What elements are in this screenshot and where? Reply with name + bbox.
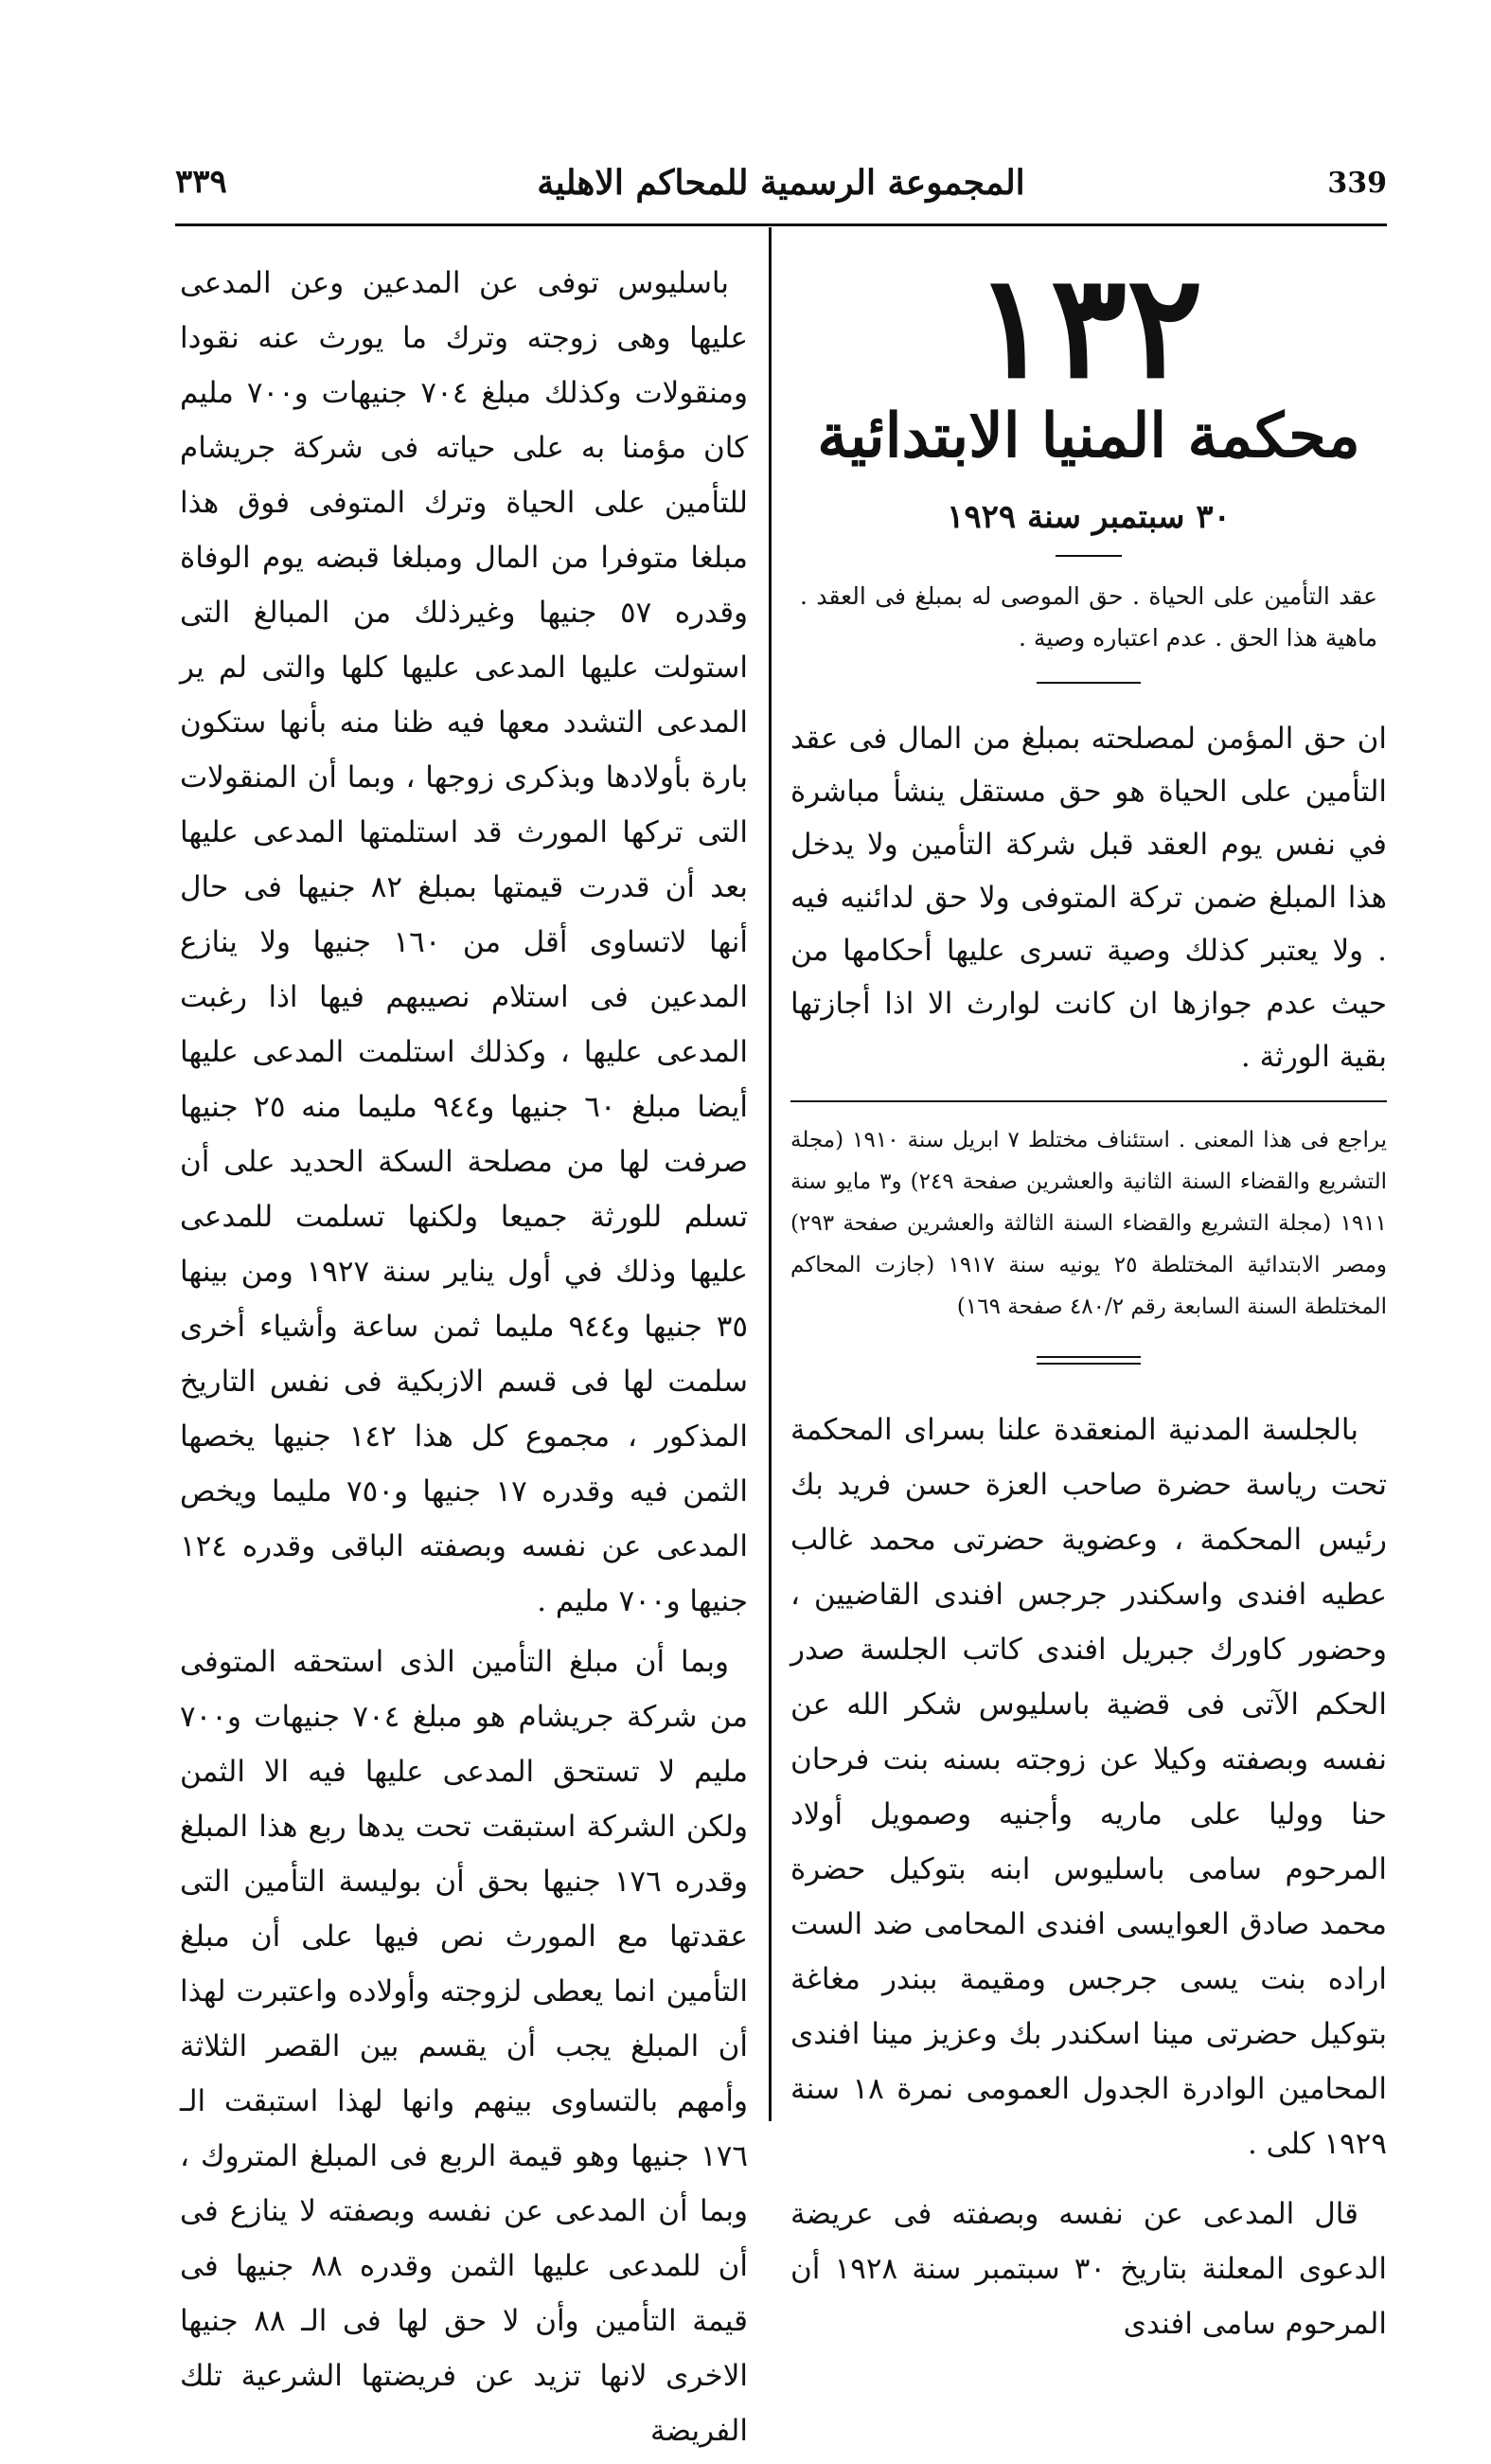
body-paragraph: باسليوس توفى عن المدعين وعن المدعى عليها وهى زوجته وترك ما يورث عنه نقودا ومنقولات وكذلك مبلغ ٧٠٤ جنيهات و٧٠٠ مليم كان مؤمنا به على حياته فى شركة جريشام للتأمين على الحياة وترك المتوفى فوق هذا مبلغا متوفرا من المال ومبلغا قبضه يوم الوفاة وقدره ٥٧ جنيها وغيرذلك من المبالغ التى استولت عليها المدعى عليها كلها والتى لم ير المدعى التشدد معها فيه ظنا منه بأنها ستكون بارة بأولادها وبذكرى زوجها ، وبما أن المنقولات التى تركها المورث قد استلمتها المدعى عليها بعد أن قدرت قيمتها بمبلغ ٨٢ جنيها فى حال أنها لاتساوى أقل من ١٦٠ جنيها ولا ينازع المدعين فى استلام نصيبهم فيها اذا رغبت المدعى عليها ، وكذلك استلمت المدعى عليها أيضا مبلغ ٦٠ جنيها و٩٤٤ مليما منه ٢٥ جنيها صرفت لها من مصلحة السكة الحديد على أن تسلم للورثة جميعا ولكنها تسلمت للمدعى عليها وذلك في أول يناير سنة ١٩٢٧ ومن بينها ٣٥ جنيها و٩٤٤ مليما ثمن ساعة وأشياء أخرى سلمت لها فى قسم الازبكية فى نفس التاريخ المذكور ، مجموع كل هذا ١٤٢ جنيها يخصها الثمن فيه وقدره ١٧ جنيها و٧٥٠ مليما ويخص المدعى عن نفسه وبصفته الباقى وقدره ١٢٤ جنيها و٧٠٠ مليم . [180,266,749,1618]
case-number: ١٣٢ [974,243,1203,410]
page-header [175,159,1387,216]
body-paragraph: قال المدعى عن نفسه وبصفته فى عريضة الدعوى المعلنة بتاريخ ٣٠ سبتمبر سنة ١٩٢٨ أن المرحوم سامى افندى [790,2197,1387,2342]
page-number-arabic: ٣٣٩ [175,163,227,201]
divider [790,1100,1387,1102]
legal-principle: ان حق المؤمن لمصلحته بمبلغ من المال فى عقد التأمين على الحياة هو حق مستقل ينشأ مباشرة في نفس يوم العقد قبل شركة التأمين ولا يدخل هذا المبلغ ضمن تركة المتوفى ولا حق لدائنيه فيه . ولا يعتبر كذلك وصية تسرى عليها أحكامها من حيث عدم جوازها ان كانت لوارث الا اذا أجازتها بقية الورثة . [790,722,1387,1075]
case-date: ٣٠ سبتمبر سنة ١٩٢٩ [947,498,1231,537]
right-column [790,243,1388,2366]
divider [1056,555,1122,557]
left-column [180,256,748,2464]
column-divider [769,227,772,2121]
double-divider [1037,1356,1141,1365]
journal-title: المجموعة الرسمية للمحاكم الاهلية [537,163,1025,203]
body-paragraph: وبما أن مبلغ التأمين الذى استحقه المتوفى من شركة جريشام هو مبلغ ٧٠٤ جنيهات و٧٠٠ مليم لا تستحق المدعى عليها فيه الا الثمن ولكن الشركة استبقت تحت يدها ربع هذا المبلغ وقدره ١٧٦ جنيها بحق أن بوليسة التأمين التى عقدتها مع المورث نص فيها على أن مبلغ التأمين انما يعطى لزوجته وأولاده واعتبرت لهذا أن المبلغ يجب أن يقسم بين القصر الثلاثة وأمهم بالتساوى بينهم وانها لهذا استبقت الـ ١٧٦ جنيها وهو قيمة الربع فى المبلغ المتروك ، وبما أن المدعى عن نفسه وبصفته لا ينازع فى أن للمدعى عليها الثمن وقدره ٨٨ جنيها فى قيمة التأمين وأن لا حق لها فى الـ ٨٨ جنيها الاخرى لانها تزيد عن فريضتها الشرعية تلك الفريضة [180,1645,749,2448]
header-rule [175,223,1387,226]
reference-note: يراجع فى هذا المعنى . استئناف مختلط ٧ ابريل سنة ١٩١٠ (مجلة التشريع والقضاء السنة الثانية والعشرين صفحة ٢٤٩) و٣ مايو سنة ١٩١١ (مجلة التشريع والقضاء السنة الثالثة والعشرين صفحة ٢٩٣) ومصر الابتدائية المختلطة ٢٥ يونيه سنة ١٩١٧ (جازت المحاكم المختلطة السنة السابعة رقم ٤٨٠/٢ صفحة ١٦٩) [790,1128,1388,1320]
body-paragraph: بالجلسة المدنية المنعقدة علنا بسراى المحكمة تحت رياسة حضرة صاحب العزة حسن فريد بك رئيس المحكمة ، وعضوية حضرتى محمد غالب عطيه افندى واسكندر جرجس افندى القاضيين ، وحضور كاورك جبريل افندى كاتب الجلسة صدر الحكم الآتى فى قضية باسليوس شكر الله عن نفسه وبصفته وكيلا عن زوجته بسنه بنت فرحان حنا ووليا على ماريه وأجنيه وصمويل أولاد المرحوم سامى باسليوس ابنه بتوكيل حضرة محمد صادق العوايسى افندى المحامى ضد الست اراده بنت يسى جرجس ومقيمة ببندر مغاغة بتوكيل حضرتى مينا اسكندر بك وعزيز مينا افندى المحامين الوادرة الجدول العمومى نمرة ١٨ سنة ١٩٢٩ كلى . [790,1413,1387,2162]
case-keywords: عقد التأمين على الحياة . حق الموصى له بمبلغ فى العقد . ماهية هذا الحق . عدم اعتباره وصية . [800,582,1377,652]
page-number-latin: 339 [1327,167,1387,200]
court-name: محكمة المنيا الابتدائية [817,401,1360,472]
divider [1037,682,1141,684]
